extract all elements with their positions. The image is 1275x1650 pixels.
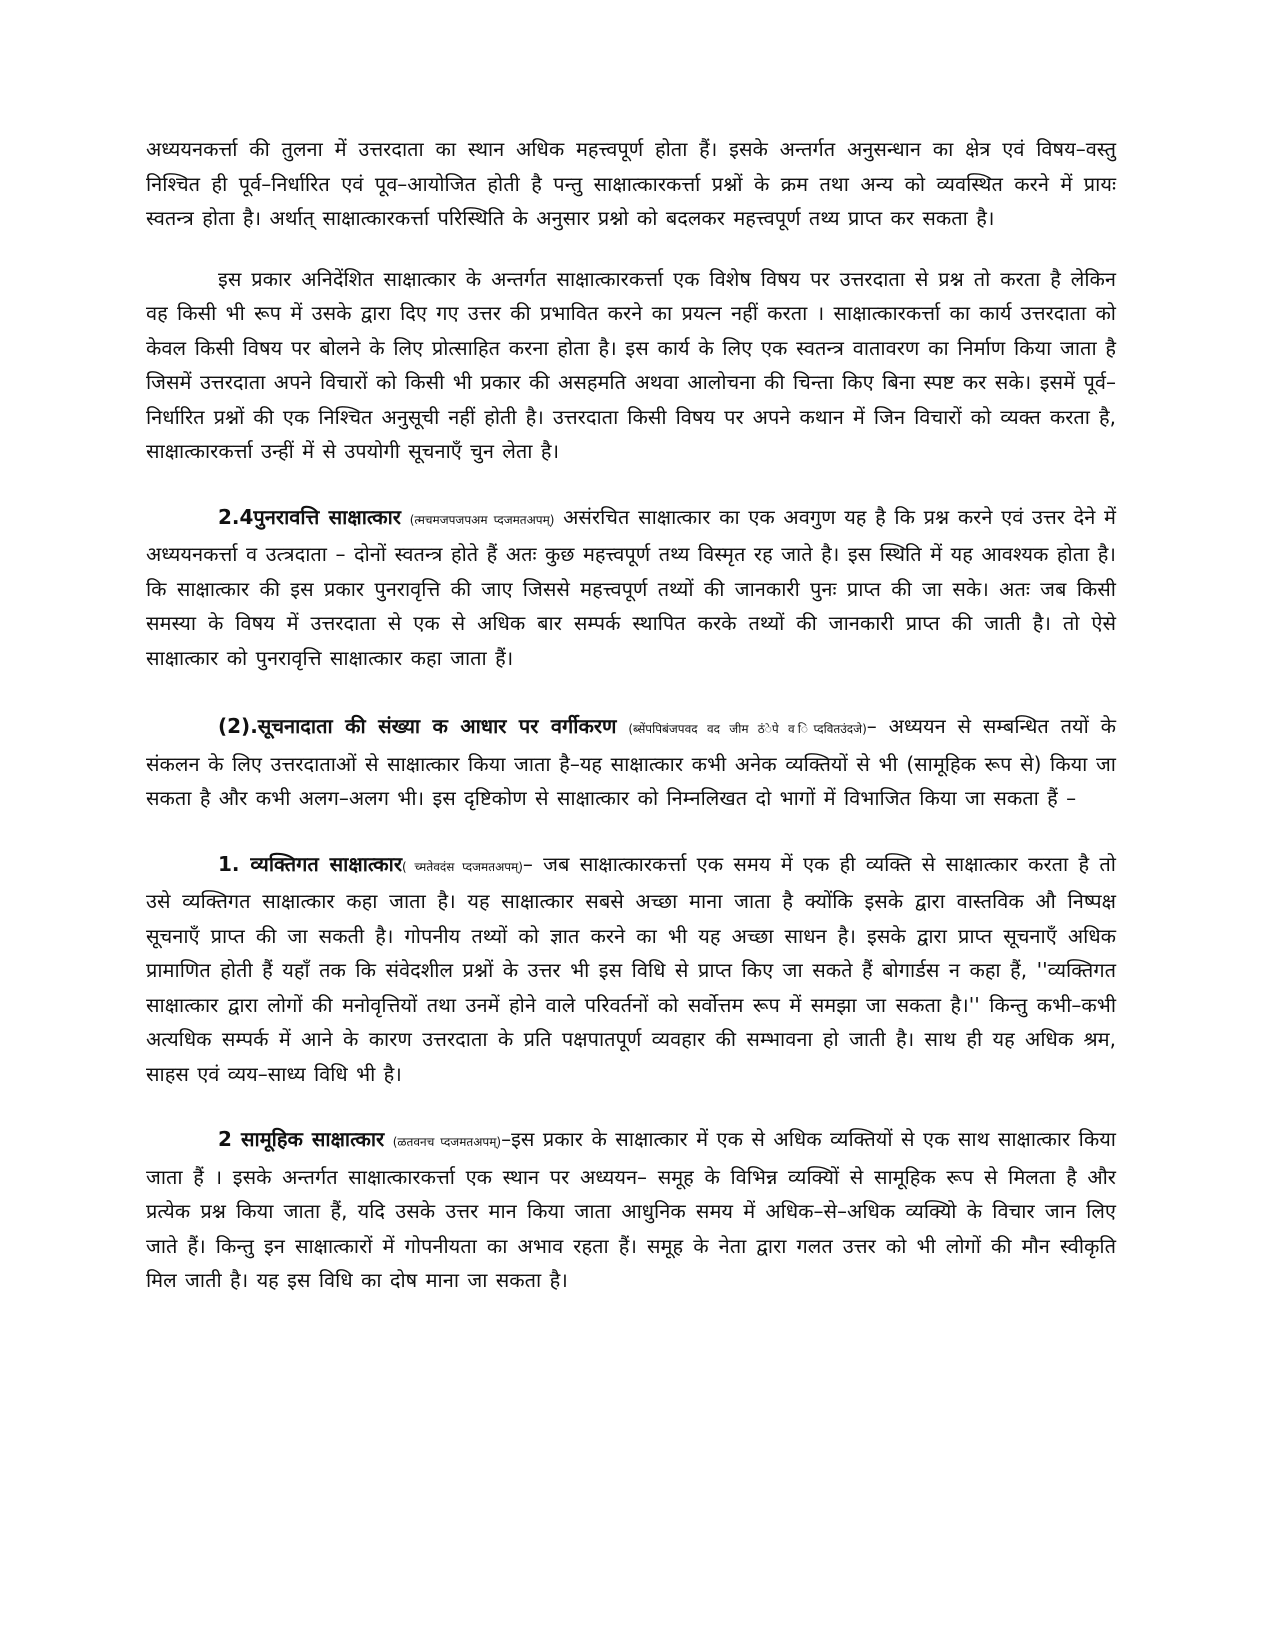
paragraph-body: – जब साक्षात्कारकर्त्ता एक समय में एक ही व्यक्ति से साक्षात्कार करता है तो उसे व्यक्तिगत साक्षात्कार कहा जाता है। यह साक्षात्कार सबसे अच्छा माना जाता है क्योंकि इसके द्वारा वास्तविक औ निष्पक्ष सूचनाएँ प्राप्त की जा सकती है। गोपनीय तथ्यों को ज्ञात करने का भी यह अच्छा साधन है। इसके द्वारा प्राप्त सूचनाएँ अधिक प्रामाणित होती हैं यहाँ तक कि संवेदशील प्रश्नों के उत्तर भी इस विधि से प्राप्त किए जा सकते हैं बोगार्डस न कहा हैं, ''व्यक्तिगत साक्षात्कार द्वारा लोगों की मनोवृत्तियों तथा उनमें होने वाले परिवर्तनों को सर्वोत्तम रूप में समझा जा सकता है।'' किन्तु कभी–कभी अत्यधिक सम्पर्क में आने के कारण उत्तरदाता के प्रति पक्षपातपूर्ण व्यवहार की सम्भावना हो जाती है। साथ ही यह अधिक श्रम, साहस एवं व्यय–साध्य विधि भी है। bbox=[146, 851, 1116, 1086]
section-heading-repeated-interview: 2.4पुनरावत्ति साक्षात्कार bbox=[218, 504, 401, 529]
paragraph-1: अध्ययनकर्त्ता की तुलना में उत्तरदाता का स्थान अधिक महत्त्वपूर्ण होता हैं। इसके अन्तर्गत अनुसन्धान का क्षेत्र एवं विषय–वस्तु निश्चित ही पूर्व–निर्धारित एवं पूव–आयोजित होती है पन्तु साक्षात्कारकर्त्ता प्रश्नों के क्रम तथा अन्य को व्यवस्थित करने में प्रायः स्वतन्त्र होता है। अर्थात् साक्षात्कारकर्त्ता परिस्थिति के अनुसार प्रश्नो को बदलकर महत्त्वपूर्ण तथ्य प्राप्त कर सकता है। bbox=[146, 137, 1116, 230]
paragraph-group-interview bbox=[146, 1122, 1116, 1298]
paragraph-body: असंरचित साक्षात्कार का एक अवगुण यह है कि प्रश्न करने एवं उत्तर देने में अध्ययनकर्त्ता व उत्त्रदाता – दोनों स्वतन्त्र होते हैं अतः कुछ महत्त्वपूर्ण तथ्य विस्मृत रह जाते है। इस स्थिति में यह आवश्यक होता है। कि साक्षात्कार की इस प्रकार पुनरावृत्ति की जाए जिससे महत्त्वपूर्ण तथ्यों की जानकारी पुनः प्राप्त की जा सके। अतः जब किसी समस्या के विषय में उत्तरदाता से एक से अधिक बार सम्पर्क स्थापित करके तथ्यों की जानकारी प्राप्त की जाती है। तो ऐसे साक्षात्कार को पुनरावृत्ति साक्षात्कार कहा जाता हैं। bbox=[146, 504, 1116, 670]
paragraph-body: –इस प्रकार के साक्षात्कार में एक से अधिक व्यक्तियों से एक साथ साक्षात्कार किया जाता हैं । इसके अन्तर्गत साक्षात्कारकर्त्ता एक स्थान पर अध्ययन– समूह के विभिन्न व्यक्यिों से सामूहिक रूप से मिलता है और प्रत्येक प्रश्न किया जाता हैं, यदि उसके उत्तर मान किया जाता आधुनिक समय में अधिक–से–अधिक व्यक्यिो के विचार जान लिए जाते हैं। किन्तु इन साक्षात्कारों में गोपनीयता का अभाव रहता हैं। समूह के नेता द्वारा गलत उत्तर को भी लोगों की मौन स्वीकृति मिल जाती है। यह इस विधि का दोष माना जा सकता है। bbox=[146, 1127, 1116, 1292]
paragraph-repeated-interview bbox=[146, 500, 1116, 676]
section-heading-group-interview: 2 सामूहिक साक्षात्कार bbox=[218, 1127, 385, 1151]
paragraph-personal-interview bbox=[146, 847, 1116, 1092]
paragraph-2: इस प्रकार अनिदेंशित साक्षात्कार के अन्तर्गत साक्षात्कारकर्त्ता एक विशेष विषय पर उत्तरदाता से प्रश्न तो करता है लेकिन वह किसी भी रूप में उसके द्वारा दिए गए उत्तर की प्रभावित करने का प्रयत्न नहीं करता । साक्षात्कारकर्त्ता का कार्य उत्तरदाता को केवल किसी विषय पर बोलने के लिए प्रोत्साहित करना होता है। इस कार्य के लिए एक स्वतन्त्र वातावरण का निर्माण किया जाता है जिसमें उत्तरदाता अपने विचारों को किसी भी प्रकार की असहमति अथवा आलोचना की चिन्ता किए बिना स्पष्ट कर सके। इसमें पूर्व–निर्धारित प्रश्नों की एक निश्चित अनुसूची नहीं होती है। उत्तरदाता किसी विषय पर अपने कथान में जिन विचारों को व्यक्त करता है, साक्षात्कारकर्त्ता उन्हीं में से उपयोगी सूचनाएँ चुन लेता है। bbox=[146, 266, 1116, 463]
garbled-english-term: (ब्सेंपपिबंजपवद वद जीम ठंेपे व िप्दवितउंदजे) bbox=[628, 722, 867, 736]
paragraph-body: – अध्ययन से सम्बन्धित तयों के संकलन के लिए उत्तरदाताओं से साक्षात्कार किया जाता है–यह साक्षात्कार कभी अनेक व्यक्तियों से भी (सामूहिक रूप से) किया जा सकता है और कभी अलग–अलग भी। इस दृष्टिकोण से साक्षात्कार को निम्नलिखत दो भागों में विभाजित किया जा सकता हैं – bbox=[146, 714, 1117, 810]
garbled-english-term: (त्मचमजपजपअम प्दजमतअपम्) bbox=[409, 512, 555, 527]
garbled-english-term: (ळतवनच प्दजमतअपम्) bbox=[392, 1135, 502, 1149]
document-body bbox=[146, 132, 1116, 1298]
paragraph-classification bbox=[146, 709, 1116, 816]
section-heading-classification: (2).सूचनादाता की संख्या क आधार पर वर्गीकरण bbox=[218, 714, 617, 738]
section-heading-personal-interview: 1. व्यक्तिगत साक्षात्कार bbox=[218, 851, 403, 876]
garbled-english-term: ( च्मतेवदंस प्दजमतअपम्) bbox=[402, 859, 523, 874]
